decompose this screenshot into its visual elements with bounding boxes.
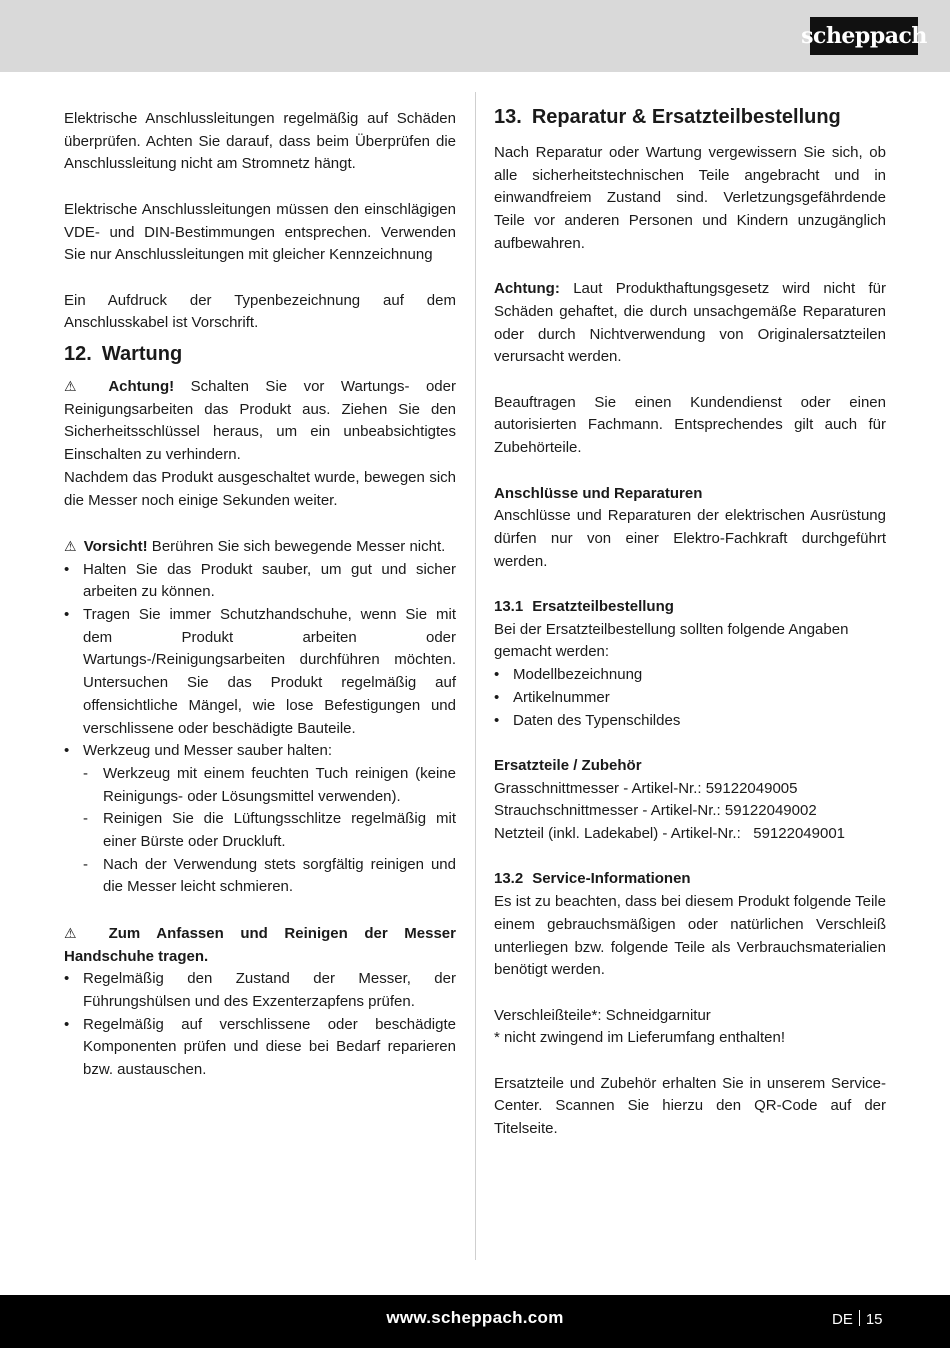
paragraph-wear-parts: Es ist zu beachten, dass bei diesem Produkt folgende Teile einem gebrauchsmäßigen oder natürlichen Verschleiß unterliegen bzw. folgende Teile als Verbrauchsmaterialien benötigt werden.	[494, 893, 886, 979]
list-item: • Regelmäßig den Zustand der Messer, der Führungshülsen und des Exzenterzapfens prüfen.	[64, 968, 456, 1013]
footnote: * nicht zwingend im Lieferumfang enthalten!	[494, 1029, 786, 1047]
spare-part-line: Strauchschnittmesser - Artikel-Nr.: 59122049002	[494, 802, 817, 820]
right-column	[494, 108, 886, 1141]
left-column	[64, 108, 456, 1082]
paragraph-service-center: Ersatzteile und Zubehör erhalten Sie in unserem Service-Center. Scannen Sie hierzu den QR-Code auf der Titelseite.	[494, 1074, 886, 1138]
list-item: • Artikelnummer	[494, 687, 886, 710]
paragraph-connections: Anschlüsse und Reparaturen der elektrischen Ausrüstung dürfen nur von einer Elektro-Fachkraft durchgeführt werden.	[494, 507, 886, 570]
section-heading-maintenance: 12. Wartung	[64, 343, 183, 365]
page-footer	[0, 1295, 950, 1348]
list-item: • Werkzeug und Messer sauber halten: - Werkzeug mit einem feuchten Tuch reinigen (keine Reinigungs- oder Lösungsmittel verwenden). - Reinigen Sie die Lüftungsschlitze regelmäßig mit einer Bürste oder Druckluft. - Nach der Verwendung stets sorgfältig reinigen und die Messer leicht schmieren.	[64, 740, 456, 899]
separator	[859, 1310, 860, 1326]
wear-parts-line: Verschleißteile*: Schneidgarnitur	[494, 1006, 711, 1024]
warning-achtung: ⚠ Achtung! Schalten Sie vor Wartungs- oder Reinigungsarbeiten das Produkt aus. Ziehen Sie den Sicherheitsschlüssel heraus, um ein unbeabsichtigtes Einschalten zu verhindern.	[64, 378, 456, 464]
spare-part-line: Netzteil (inkl. Ladekabel) - Artikel-Nr.: 59122049001	[494, 825, 846, 843]
warning-triangle-icon: ⚠	[64, 924, 89, 941]
paragraph-vde-din: Elektrische Anschlussleitungen müssen den einschlägigen VDE- und DIN-Bestimmungen entsprechen. Verwenden Sie nur Anschlussleitungen mit gleicher Kennzeichnung	[64, 200, 456, 264]
page-indicator	[832, 1310, 883, 1328]
section-heading-repair: 13. Reparatur & Ersatzteilbestellung	[494, 106, 841, 128]
spare-part-line: Grasschnittmesser - Artikel-Nr.: 59122049005	[494, 779, 798, 797]
paragraph-service: Beauftragen Sie einen Kundendienst oder einen autorisierten Fachmann. Entsprechendes gilt auch für Zubehörteile.	[494, 393, 886, 457]
subheading-spare-parts-order: 13.1 Ersatzteilbestellung	[494, 598, 674, 615]
inspection-bullet-list	[64, 968, 456, 1082]
language-code: DE	[832, 1311, 853, 1328]
subheading-service-info: 13.2 Service-Informationen	[494, 870, 691, 888]
paragraph-connection-check: Elektrische Anschlussleitungen regelmäßig auf Schäden überprüfen. Achten Sie darauf, dass beim Überprüfen die Anschlussleitung nicht am Stromnetz hängt.	[64, 110, 456, 173]
paragraph-type-label: Ein Aufdruck der Typenbezeichnung auf dem Anschlusskabel ist Vorschrift.	[64, 291, 456, 332]
paragraph-liability: Achtung: Laut Produkthaftungsgesetz wird nicht für Schäden gehaftet, die durch unsachgemäße Reparaturen oder durch Nichtverwendung von Originalersatzteilen verursacht werden.	[494, 280, 886, 366]
subheading-connections: Anschlüsse und Reparaturen	[494, 484, 703, 502]
column-divider	[475, 92, 476, 1260]
page-header	[0, 0, 950, 72]
page-number: 15	[865, 1311, 883, 1328]
cleaning-dash-list	[83, 763, 456, 899]
list-item: - Werkzeug mit einem feuchten Tuch reinigen (keine Reinigungs- oder Lösungsmittel verwenden).	[83, 763, 456, 808]
paragraph-blades-move: Nachdem das Produkt ausgeschaltet wurde, bewegen sich die Messer noch einige Sekunden weiter.	[64, 468, 456, 509]
paragraph-order-info: Bei der Ersatzteilbestellung sollten folgende Angaben gemacht werden:	[494, 620, 849, 661]
maintenance-bullet-list	[64, 559, 456, 900]
paragraph-after-repair: Nach Reparatur oder Wartung vergewissern Sie sich, ob alle sicherheitstechnischen Teile angebracht und in einwandfreiem Zustand sind. Verletzungsgefährdende Teile vor anderen Personen und Kindern unzugänglich aufbewahren.	[494, 144, 886, 252]
subheading-spare-parts: Ersatzteile / Zubehör	[494, 756, 642, 774]
list-item: - Reinigen Sie die Lüftungsschlitze regelmäßig mit einer Bürste oder Druckluft.	[83, 808, 456, 853]
order-info-list	[494, 664, 886, 732]
warning-triangle-icon: ⚠	[64, 537, 77, 554]
warning-vorsicht: ⚠ Vorsicht! Berühren Sie sich bewegende Messer nicht.	[64, 537, 446, 555]
list-item: - Nach der Verwendung stets sorgfältig reinigen und die Messer leicht schmieren.	[83, 854, 456, 899]
scheppach-logo: scheppach	[810, 17, 918, 55]
warning-gloves: ⚠ Zum Anfassen und Reinigen der Messer Handschuhe tragen.	[64, 924, 456, 965]
list-item: • Modellbezeichnung	[494, 664, 886, 687]
list-item: • Regelmäßig auf verschlissene oder beschädigte Komponenten prüfen und diese bei Bedarf reparieren bzw. austauschen.	[64, 1014, 456, 1082]
warning-triangle-icon: ⚠	[64, 378, 89, 394]
list-item: • Tragen Sie immer Schutzhandschuhe, wenn Sie mit dem Produkt arbeiten oder Wartungs-/Reinigungsarbeiten durchführen möchten. Untersuchen Sie das Produkt regelmäßig auf offensichtliche Mängel, wie lose Befestigungen und verschlissene oder beschädigte Bauteile.	[64, 604, 456, 740]
list-item: • Daten des Typenschildes	[494, 710, 886, 733]
list-item: • Halten Sie das Produkt sauber, um gut und sicher arbeiten zu können.	[64, 559, 456, 604]
website-link[interactable]: www.scheppach.com	[386, 1308, 564, 1327]
